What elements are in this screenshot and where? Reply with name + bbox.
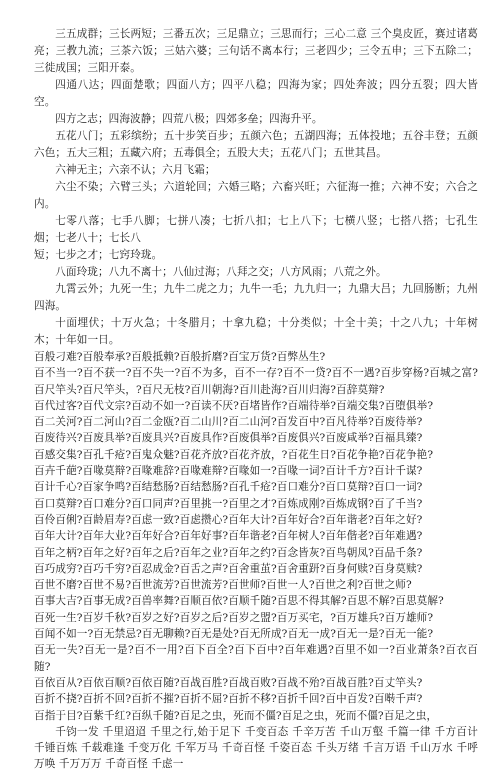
paragraph-hundred-10: 百伶百俐?百龄眉寿?百虑一致?百虑攒心?百年大计?百年好合?百年谐老?百年之好? [34,513,423,526]
paragraph-seven-b: 短；七步之才；七窍玲珑。 [34,249,163,261]
paragraph-hundred-20: 百折不挠?百折不回?百折不摧?百折不屈?百折不移?百折千回?百中百发?百啭千声? [34,693,423,706]
paragraph-hundred-15: 百事大吉?百事无成?百兽率舞?百顺百依?百顺千随?百思不得其解?百思不解?百思莫解? [34,595,444,608]
paragraph-hundred-16: 百死一生?百岁千秋?百岁之好?百岁之后?百岁之盟?百万买宅，?百万雄兵?百万雄师? [34,611,434,624]
paragraph-ten: 十面埋伏；十万火急；十冬腊月；十拿九稳；十分类似；十全十美；十之八九；十年树木；十年如一日。 [34,317,478,346]
paragraph-hundred-12: 百年之柄?百年之好?百年之后?百年之业?百年之约?百念皆灰?百鸟朝凤?百品千条? [34,546,423,559]
paragraph-hundred-2: 百不当一?百不获一?百不失一?百不为多，百不一存?百不一贷?百不一遇?百步穿杨?百城之富?百尺竿头?百尺竿头，?百尺无枝?百川朝海?百川赴海?百川归海?百辞莫辩? [34,367,478,396]
paragraph-hundred-17: 百闻不如一?百无禁忌?百无聊赖?百无是处?百无所成?百无一成?百无一是?百无一能? [34,628,434,641]
paragraph-hundred-21: 百指于目?百紫千红?百纵千随?百足之虫，死而不僵?百足之虫，死而不僵?百足之虫， [34,709,438,722]
paragraph-hundred-19: 百依百从?百依百顺?百依百随?百战百胜?百战百败?百战不殆?百战百胜?百丈竿头? [34,676,423,689]
paragraph-hundred-1: 百般刁难?百般奉承?百般抵赖?百般折磨?百宝万货?百弊丛生? [34,351,326,363]
paragraph-hundred-4: 百二关河?百二河山?百二金瓯?百二山川?百二山河?百发百中?百凡待举?百废待举? [34,416,423,429]
paragraph-six: 六神无主；六亲不认；六月飞霜； [55,164,216,176]
paragraph-six-b: 六尘不染；六臂三头；六道轮回；六婚三略；六畜兴旺；六征海一推；六神不安；六合之内。 [34,181,478,210]
paragraph-hundred-9: 百口莫辩?百口难分?百口同声?百里挑一?百里之才?百炼成刚?百炼成钢?百了千当? [34,497,423,510]
paragraph-three: 三五成群；三长两短；三番五次；三足鼎立；三思而行；三心二意 三个臭皮匠，赛过诸葛亮；三教九流；三茶六饭；三姑六婆；三句话不离本行；三老四少；三令五申；三下五除二；三徙成国；三阳开泰。 [34,28,478,74]
paragraph-hundred-11: 百年大计?百年大业?百年好合?百年好事?百年谐老?百年树人?百年偕老?百年难遇? [34,530,423,543]
paragraph-four-b: 四方之志；四海波静；四荒八极；四郊多垒；四海升平。 [55,113,323,125]
paragraph-five: 五花八门；五彩缤纷；五十步笑百步；五颜六色；五湖四海；五体投地；五谷丰登；五颜六色；五大三粗；五藏六府；五毒俱全；五股大夫；五花八门；五世其昌。 [34,130,478,159]
paragraph-thousand-1: 千钧一发 千里迢迢 千里之行,始于足下 千变百态 千辛万苦 千山万壑 千篇一律 千方百计 千锤百炼 千载难逢 千变万化 千军万马 千奇百怪 千姿百态 千头万绪 千言万语 千山万水 千呼万唤 千万万万 千奇百怪 千虑一 [34,725,478,771]
paragraph-hundred-3: 百代过客?百代文宗?百动不如一?百读不厌?百堵皆作?百端待举?百端交集?百堕俱举? [34,399,434,412]
paragraph-seven: 七零八落；七手八脚；七拼八凑；七折八扣；七上八下；七横八竖；七搭八搭；七孔生烟；七老八十；七长八 [34,215,478,244]
paragraph-hundred-14: 百世不磨?百世不易?百世流芳?百世流芳?百世师?百世一人?百世之利?百世之师? [34,579,412,592]
paragraph-eight: 八面玲珑；八九不离十；八仙过海；八拜之交；八方风雨；八荒之外。 [55,266,387,278]
paragraph-hundred-13: 百巧成穷?百巧千穷?百忍成金?百舌之声?百舍重茧?百舍重趼?百身何赎?百身莫赎? [34,562,423,575]
paragraph-nine: 九霄云外；九死一生；九牛二虎之力；九牛一毛；九九归一；九鼎大吕；九回肠断；九州四海。 [34,283,478,312]
paragraph-hundred-5: 百废待兴?百废具举?百废具兴?百废具作?百废俱举?百废俱兴?百废咸举?百福具臻? [34,432,423,445]
paragraph-hundred-18: 百无一失?百无一是?百不一用?百下百全?百下百中?百年难遇?百里不如一?百业萧条?百衣百随? [34,644,478,673]
paragraph-hundred-8: 百计千心?百家争鸣?百结愁肠?百结愁肠?百孔千疮?百口难分?百口莫辩?百口一词? [34,481,423,494]
paragraph-hundred-6: 百感交集?百孔千疮?百鬼众魅?百花齐放?百花齐放，?百花生日?百花争艳?百花争艳? [34,448,434,461]
paragraph-hundred-7: 百卉千葩?百喙莫辩?百喙难辞?百喙难辩?百喙如一?百喙一词?百计千方?百计千谋? [34,465,423,478]
paragraph-four: 四通八达；四面楚歌；四面八方；四平八稳；四海为家；四处奔波；四分五裂；四大皆空。 [34,79,478,108]
